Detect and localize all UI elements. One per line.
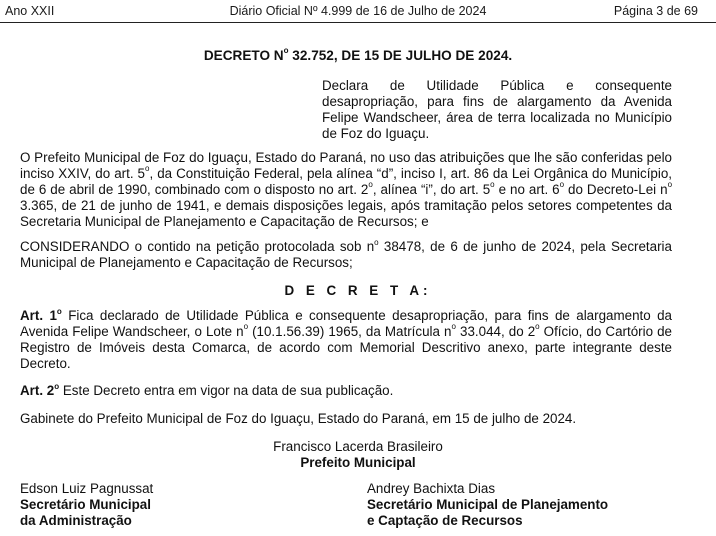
decree-title: DECRETO $N^o$ 32.752, DE 15 DE JULHO DE 2024. (203, 46, 513, 63)
signature-left (20, 481, 153, 529)
article-2-label: Art. 2$^o$ (20, 381, 60, 398)
article-2: Art. 2$^o$ Este Decreto entra em vigor na data de sua publicação. (20, 381, 394, 398)
signature-left-role-1: Secretário Municipal (20, 497, 151, 512)
article-1-label: Art. 1$^o$ (20, 306, 62, 323)
page-header (0, 0, 716, 24)
decreta-heading: D E C R E T A: (284, 283, 432, 298)
signature-right-role-1: Secretário Municipal de Planejamento (367, 497, 609, 512)
header-year: Ano XXII (5, 4, 55, 18)
header-publication: Diário Oficial Nº 4.999 de 16 de Julho de 2024 (229, 4, 487, 18)
header-page-number: Página 3 de 69 (613, 4, 698, 18)
signature-right (367, 481, 608, 529)
header-divider (0, 22, 716, 23)
gabinete-line: Gabinete do Prefeito Municipal de Foz do Iguaçu, Estado do Paraná, em 15 de julho de 2024. (20, 411, 577, 426)
mayor-name: Francisco Lacerda Brasileiro (273, 439, 443, 454)
mayor-role: Prefeito Municipal (300, 455, 416, 470)
preamble-paragraph: O Prefeito Municipal de Foz do Iguaçu, Estado do Paraná, no uso das atribuições que lhe são conferidas pelo inciso XXIV, do art. 5$^o$, da Constituição Federal, pela alínea “d”, inciso I, art. 86 da Lei Orgânica do Município, de 6 de abril de 1990, combinado com o disposto no art. 2$^o$, alínea “i”, do art. 5$^o$ e no art. 6$^o$ do Decreto-Lei $n^o$ 3.365, de 21 de junho de 1941, e demais disposições legais, após tramitação pelos setores competentes da Secretaria Municipal de Planejamento e Capacitação de Recursos; e (20, 150, 673, 229)
decree-summary: Declara de Utilidade Pública e consequente desapropriação, para fins de alargamento da Avenida Felipe Wandscheer, área de terra localizada no Município de Foz do Iguaçu. (322, 78, 672, 141)
signature-right-role-2: e Captação de Recursos (367, 513, 523, 528)
article-1: Art. 1$^o$ Fica declarado de Utilidade Pública e consequente desapropriação, para fins de alargamento da Avenida Felipe Wandscheer, o Lote $n^o$ (10.1.56.39) 1965, da Matrícula $n^o$ 33.044, do 2$^o$ Ofício, do Cartório de Registro de Imóveis desta Comarca, de acordo com Memorial Descritivo anexo, parte integrante deste Decreto. (20, 306, 672, 371)
signature-left-name: Edson Luiz Pagnussat (20, 481, 154, 496)
considerando-paragraph: CONSIDERANDO o contido na petição protocolada sob $n^o$ 38478, de 6 de junho de 2024, pela Secretaria Municipal de Planejamento e Capacitação de Recursos; (20, 237, 672, 270)
signature-left-role-2: da Administração (20, 513, 132, 528)
signature-right-name: Andrey Bachixta Dias (367, 481, 496, 496)
